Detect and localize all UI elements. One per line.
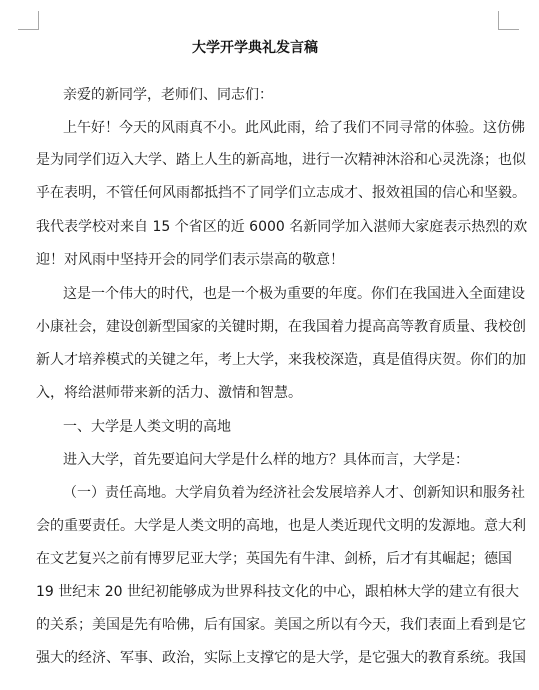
crop-mark-top-right — [498, 11, 519, 30]
paragraph-line: 这是一个伟大的时代，也是一个极为重要的年度。你们在我国进入全面建设 — [63, 286, 525, 302]
paragraph-line: 19 世纪末 20 世纪初能够成为世界科技文化的中心，跟柏林大学的建立有很大 — [36, 584, 519, 600]
paragraph-line: 上午好！今天的风雨真不小。此风此雨，给了我们不同寻常的体验。这仿佛 — [63, 120, 525, 136]
paragraph-line: 进入大学，首先要追问大学是什么样的地方？具体而言，大学是： — [63, 452, 469, 468]
paragraph-line: 会的重要责任。大学是人类文明的高地，也是人类近现代文明的发源地。意大利 — [36, 518, 526, 534]
paragraph-line: 新人才培养模式的关键之年，考上大学，来我校深造，真是值得庆贺。你们的加 — [36, 352, 526, 368]
paragraph-line: 小康社会，建设创新型国家的关键时期，在我国着力提高高等教育质量、我校创 — [36, 319, 526, 335]
salutation-line: 亲爱的新同学，老师们、同志们： — [63, 87, 273, 103]
paragraph-line: 的关系；美国是先有哈佛，后有国家。美国之所以有今天，我们表面上看到是它 — [36, 617, 526, 633]
paragraph-line: 入，将给湛师带来新的活力、激情和智慧。 — [36, 385, 302, 401]
paragraph-line: （一）责任高地。大学肩负着为经济社会发展培养人才、创新知识和服务社 — [63, 485, 525, 501]
paragraph-line: 我代表学校对来自 15 个省区的近 6000 名新同学加入湛师大家庭表示热烈的欢 — [36, 219, 528, 235]
crop-mark-top-left — [18, 11, 39, 30]
paragraph-line: 在文艺复兴之前有博罗尼亚大学；英国先有牛津、剑桥，后才有其崛起；德国 — [36, 551, 512, 567]
document-title: 大学开学典礼发言稿 — [192, 40, 318, 56]
paragraph-line: 迎！对风雨中坚持开会的同学们表示崇高的敬意！ — [36, 252, 344, 268]
section-heading: 一、大学是人类文明的高地 — [63, 419, 231, 435]
paragraph-line: 乎在表明，不管任何风雨都抵挡不了同学们立志成才、报效祖国的信心和坚毅。 — [36, 185, 526, 201]
paragraph-line: 强大的经济、军事、政治，实际上支撑它的是大学，是它强大的教育系统。我国 — [36, 650, 526, 666]
paragraph-line: 是为同学们迈入大学、踏上人生的新高地，进行一次精神沐浴和心灵洗涤；也似 — [36, 152, 526, 168]
